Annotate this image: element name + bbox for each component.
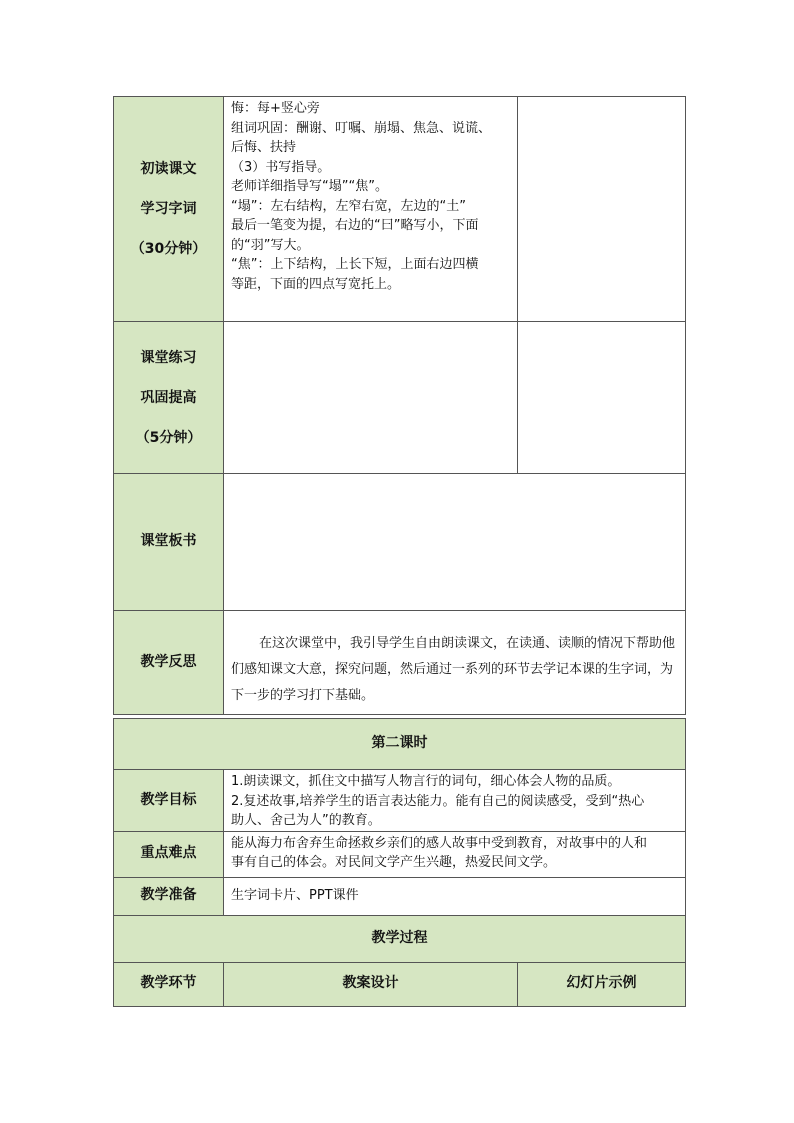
content-line: 组词巩固：酬谢、叮嘱、崩塌、焦急、说谎、 (231, 120, 492, 136)
label-practice (114, 322, 224, 474)
content-line: 等距，下面的四点写宽托上。 (231, 276, 401, 292)
content-line: 的“羽”写大。 (231, 237, 310, 253)
content-reflection (224, 611, 686, 715)
label-prep: 教学准备 (114, 877, 224, 915)
label-line: 巩固提高 (140, 389, 197, 406)
content-line: “塌”：左右结构，左窄右宽，左边的“土” (231, 198, 466, 214)
column-header-slides: 幻灯片示例 (518, 962, 686, 1006)
label-line: 初读课文 (140, 161, 197, 177)
label-line: （5分钟） (135, 429, 202, 446)
row-practice (114, 322, 686, 474)
lesson-table-first (113, 96, 686, 715)
label-goals: 教学目标 (114, 770, 224, 832)
content-board (224, 474, 686, 611)
label-line: 学习字词 (140, 201, 197, 217)
content-practice (224, 322, 518, 474)
content-line: （3）书写指导。 (231, 159, 331, 175)
goal-line: 助人、舍己为人”的教育。 (231, 813, 381, 828)
row-process-title (114, 915, 686, 962)
label-line: （30分钟） (130, 241, 207, 257)
row-first-reading (114, 97, 686, 322)
reflection-text: 在这次课堂中，我引导学生自由朗读课文，在读通、读顺的情况下帮助他们感知课文大意，探究问题，然后通过一系列的环节去学记本课的生字词，为下一步的学习打下基础。 (231, 636, 676, 703)
column-header-design: 教案设计 (224, 962, 518, 1006)
row-difficulty (114, 831, 686, 877)
goal-line: 2.复述故事,培养学生的语言表达能力。能有自己的阅读感受，受到“热心 (231, 793, 645, 809)
content-line: 后悔、扶持 (231, 140, 297, 155)
row-reflection (114, 611, 686, 715)
content-line: 老师详细指导写“塌”“焦”。 (231, 179, 388, 194)
difficulty-line: 事有自己的体会。对民间文学产生兴趣，热爱民间文学。 (231, 855, 557, 870)
label-board: 课堂板书 (114, 474, 224, 611)
content-first-reading (224, 97, 518, 322)
difficulty-line: 能从海力布舍弃生命拯救乡亲们的感人故事中受到教育，对故事中的人和 (231, 835, 648, 851)
process-title: 教学过程 (114, 915, 686, 962)
label-reflection: 教学反思 (114, 611, 224, 715)
row-second-lesson-title (114, 719, 686, 770)
content-line: 最后一笔变为提，右边的“曰”略写小，下面 (231, 218, 479, 233)
goal-line: 1.朗读课文，抓住文中描写人物言行的词句，细心体会人物的品质。 (231, 774, 621, 789)
slide-cell-practice (518, 322, 686, 474)
row-prep (114, 877, 686, 915)
label-difficulty: 重点难点 (114, 831, 224, 877)
row-column-headers (114, 962, 686, 1006)
content-goals (224, 770, 686, 832)
lesson-table-second (113, 718, 686, 1007)
label-line: 课堂练习 (140, 349, 197, 366)
label-first-reading (114, 97, 224, 322)
slide-cell-first-reading (518, 97, 686, 322)
content-difficulty (224, 831, 686, 877)
content-line: “焦”：上下结构，上长下短，上面右边四横 (231, 257, 479, 272)
column-header-stage: 教学环节 (114, 962, 224, 1006)
second-lesson-title: 第二课时 (114, 719, 686, 770)
content-line: 悔：每+竖心旁 (231, 101, 320, 116)
row-goals (114, 770, 686, 832)
content-prep: 生字词卡片、PPT课件 (224, 877, 686, 915)
row-board (114, 474, 686, 611)
